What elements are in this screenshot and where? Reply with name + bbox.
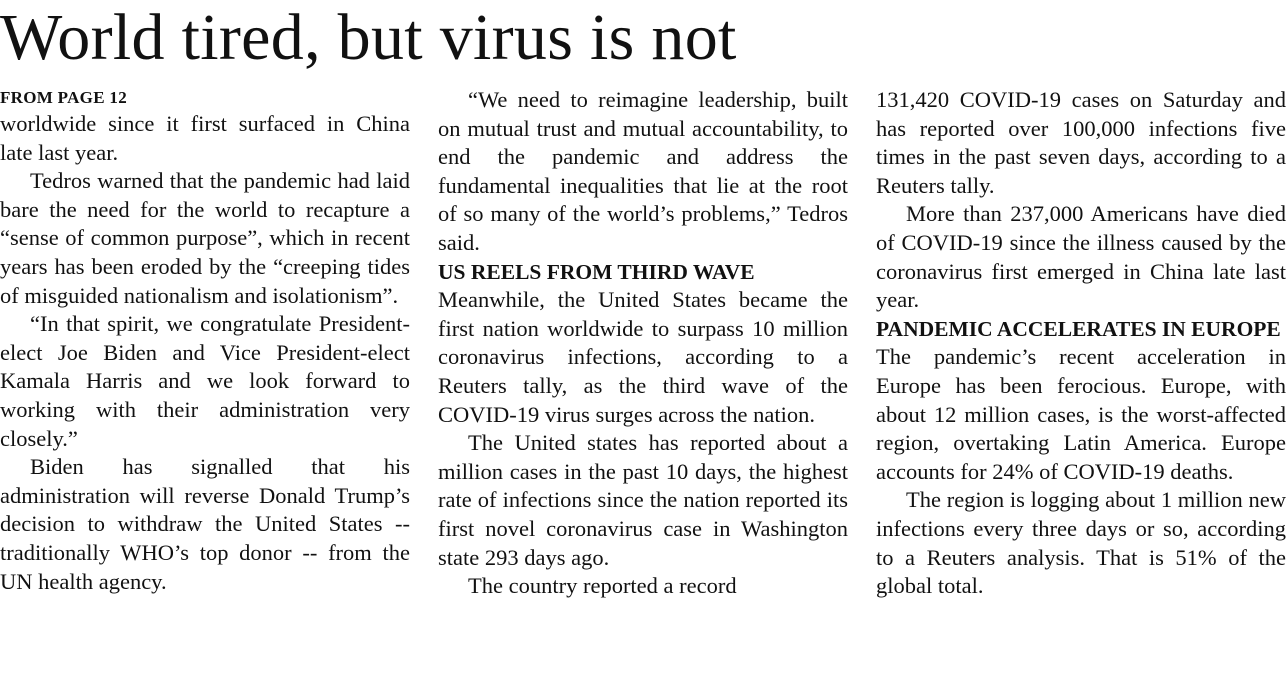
- paragraph: worldwide since it first surfaced in China late last year.: [0, 111, 410, 165]
- subhead-europe: PANDEMIC ACCELERATES IN EUROPE: [876, 316, 1281, 341]
- paragraph: “We need to reimagine leadership, built on mutual trust and mutual accountability, to end the pandemic and address the fundamental inequalities that lie at the root of so many of the world’s problems,” Tedros said.: [438, 87, 848, 255]
- jump-line: FROM PAGE 12: [0, 88, 127, 107]
- article-column-2: [438, 86, 848, 601]
- paragraph: Tedros warned that the pandemic had laid bare the need for the world to recapture a “sense of common purpose”, which in recent years has been eroded by the “creeping tides of misguided nationalism and isolationism”.: [0, 168, 410, 308]
- paragraph: Biden has signalled that his administration will reverse Donald Trump’s decision to withdraw the United States -- traditionally WHO’s top donor -- from the UN health agency.: [0, 454, 410, 594]
- paragraph: The United states has reported about a million cases in the past 10 days, the highest rate of infections since the nation reported its first novel coronavirus case in Washington state 293 days ago.: [438, 430, 848, 570]
- paragraph: More than 237,000 Americans have died of COVID-19 since the illness caused by the coronavirus first emerged in China late last year.: [876, 201, 1286, 313]
- paragraph: Meanwhile, the United States became the first nation worldwide to surpass 10 million coronavirus infections, according to a Reuters tally, as the third wave of the COVID-19 virus surges across the nation.: [438, 287, 848, 427]
- article-column-3: [876, 86, 1286, 601]
- paragraph: The country reported a record: [468, 573, 737, 599]
- paragraph: “In that spirit, we congratulate President-elect Joe Biden and Vice President-elect Kamala Harris and we look forward to working with their administration very closely.”: [0, 311, 410, 451]
- paragraph: 131,420 COVID-19 cases on Saturday and has reported over 100,000 infections five times in the past seven days, according to a Reuters tally.: [876, 87, 1286, 198]
- subhead-us-third-wave: US REELS FROM THIRD WAVE: [438, 259, 755, 284]
- article-column-1: [0, 86, 410, 596]
- paragraph: The pandemic’s recent acceleration in Europe has been ferocious. Europe, with about 12 million cases, is the worst-affected region, overtaking Latin America. Europe accounts for 24% of COVID-19 deaths.: [876, 344, 1286, 484]
- paragraph: The region is logging about 1 million new infections every three days or so, according to a Reuters analysis. That is 51% of the global total.: [876, 487, 1286, 599]
- headline: World tired, but virus is not: [0, 1, 737, 74]
